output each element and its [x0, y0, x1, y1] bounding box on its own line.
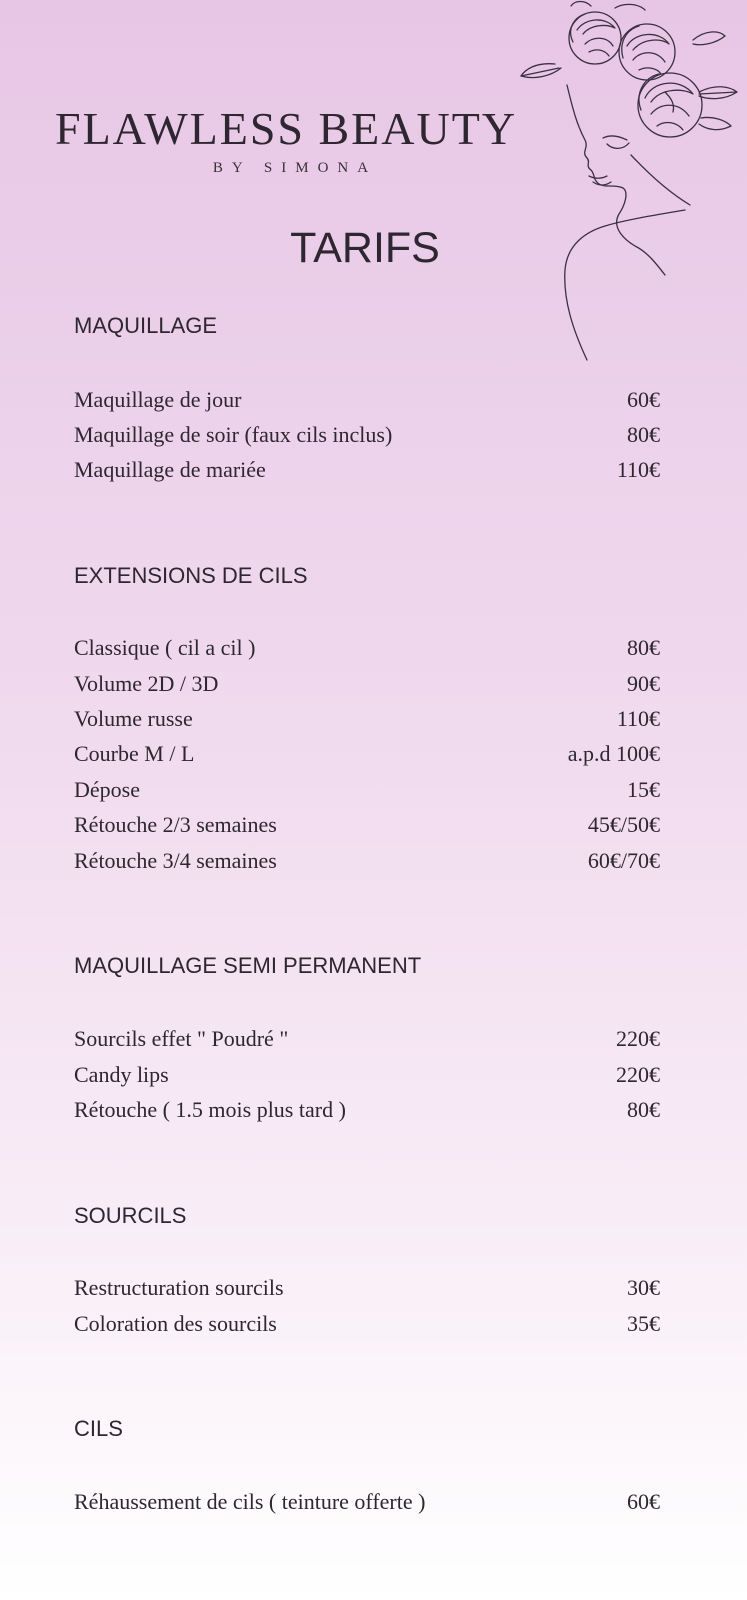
brand-name: FLAWLESS BEAUTY	[55, 103, 518, 154]
price-row	[74, 772, 660, 807]
service-price: 60€	[627, 386, 660, 412]
service-name: Dépose	[74, 776, 140, 802]
price-row	[74, 1057, 660, 1092]
service-name: Classique ( cil a cil )	[74, 634, 256, 660]
price-row	[74, 1092, 660, 1127]
price-row	[74, 807, 660, 842]
service-name: Réhaussement de cils ( teinture offerte )	[74, 1488, 426, 1514]
service-price: 80€	[627, 634, 660, 660]
service-price: 45€/50€	[587, 811, 660, 837]
section-title-maquillage-semi-permanent: MAQUILLAGE SEMI PERMANENT	[74, 953, 422, 978]
service-name: Sourcils effet " Poudré "	[74, 1025, 289, 1051]
section-title-maquillage: MAQUILLAGE	[74, 313, 218, 338]
price-row	[74, 1306, 660, 1341]
price-row	[74, 630, 660, 665]
service-name: Volume russe	[74, 705, 193, 731]
service-price: 80€	[627, 421, 660, 447]
price-row	[74, 1270, 660, 1305]
price-row	[74, 701, 660, 736]
service-price: 60€/70€	[587, 847, 660, 873]
service-name: Rétouche ( 1.5 mois plus tard )	[74, 1096, 346, 1122]
price-row	[74, 382, 660, 417]
price-row	[74, 417, 660, 452]
service-price: 110€	[616, 456, 660, 482]
service-price: a.p.d 100€	[567, 740, 660, 766]
service-price: 60€	[627, 1488, 660, 1514]
page-title: TARIFS	[290, 224, 440, 272]
service-name: Restructuration sourcils	[74, 1274, 284, 1300]
price-row	[74, 452, 660, 487]
service-price: 35€	[627, 1310, 660, 1336]
service-name: Maquillage de jour	[74, 386, 242, 412]
section-title-sourcils: SOURCILS	[74, 1203, 187, 1228]
brand-subtitle: BY SIMONA	[212, 160, 378, 176]
service-name: Courbe M / L	[74, 740, 195, 766]
section-title-cils: CILS	[74, 1416, 123, 1441]
service-price: 110€	[616, 705, 660, 731]
service-name: Volume 2D / 3D	[74, 670, 219, 696]
service-name: Coloration des sourcils	[74, 1310, 277, 1336]
price-row	[74, 1021, 660, 1056]
price-row	[74, 736, 660, 771]
service-name: Maquillage de soir (faux cils inclus)	[74, 421, 393, 447]
service-price: 220€	[616, 1025, 660, 1051]
section-title-extensions-de-cils: EXTENSIONS DE CILS	[74, 563, 308, 588]
service-name: Rétouche 3/4 semaines	[74, 847, 277, 873]
price-row	[74, 666, 660, 701]
service-name: Rétouche 2/3 semaines	[74, 811, 277, 837]
service-price: 15€	[627, 776, 660, 802]
flower-face-line-art-icon	[515, 0, 747, 365]
price-row	[74, 843, 660, 878]
service-name: Candy lips	[74, 1061, 169, 1087]
service-price: 80€	[627, 1096, 660, 1122]
service-name: Maquillage de mariée	[74, 456, 266, 482]
service-price: 90€	[627, 670, 660, 696]
service-price: 220€	[616, 1061, 660, 1087]
price-row	[74, 1484, 660, 1519]
service-price: 30€	[627, 1274, 660, 1300]
